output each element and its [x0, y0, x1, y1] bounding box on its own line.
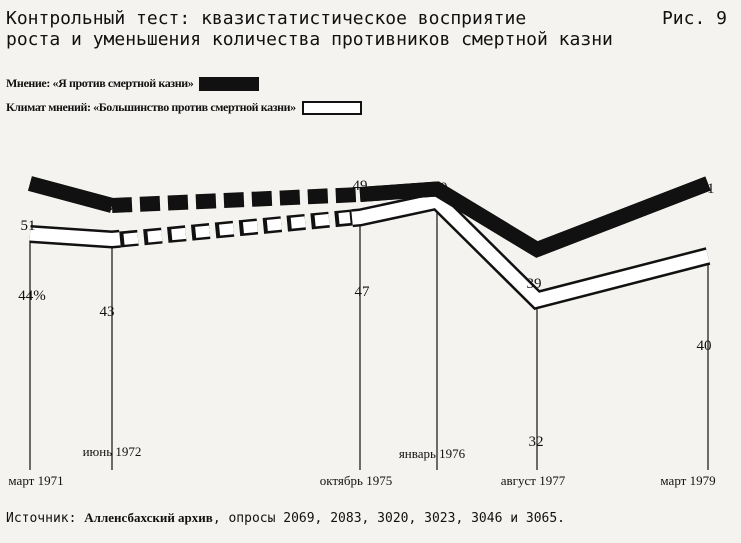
date-label: октябрь 1975 — [319, 473, 393, 488]
source-note: Источник: Алленсбахский архив, опросы 2069, 2083, 3020, 3023, 3046 и 3065. — [6, 510, 566, 526]
legend-climate-swatch — [302, 101, 362, 115]
legend-climate-label: Климат мнений: «Большинство против смертной казни» — [6, 100, 296, 114]
series-opinion-line — [360, 184, 708, 250]
series-opinion-line — [30, 184, 112, 206]
data-label-opinion: 51 — [699, 181, 715, 197]
chart-title: Контрольный тест: квазистатистическое восприятие роста и уменьшения количества противников смертной казни — [6, 8, 613, 50]
date-label: август 1977 — [500, 473, 566, 488]
data-label-climate: 43 — [99, 304, 115, 320]
date-label: июнь 1972 — [82, 444, 142, 459]
legend-opinion-swatch — [199, 77, 259, 91]
date-label: март 1979 — [660, 473, 716, 488]
date-label: март 1971 — [8, 473, 64, 488]
legend-climate — [6, 100, 362, 115]
data-label-climate: 40 — [696, 338, 712, 354]
data-label-opinion: 51 — [20, 218, 36, 234]
date-label: январь 1976 — [398, 446, 466, 461]
data-label-opinion: 39 — [526, 276, 542, 292]
legend-opinion-label: Мнение: «Я против смертной казни» — [6, 76, 194, 90]
data-label-opinion: 49 — [352, 178, 368, 194]
figure-label: Рис. 9 — [661, 8, 727, 29]
series-opinion-segment — [112, 195, 360, 206]
data-label-opinion: 50 — [432, 180, 448, 196]
data-label-opinion: 47 — [101, 198, 117, 214]
legend-opinion — [6, 76, 259, 91]
data-label-climate: 47 — [354, 284, 370, 300]
data-label-climate: 32 — [528, 434, 544, 450]
data-label-climate: 44% — [18, 288, 46, 304]
